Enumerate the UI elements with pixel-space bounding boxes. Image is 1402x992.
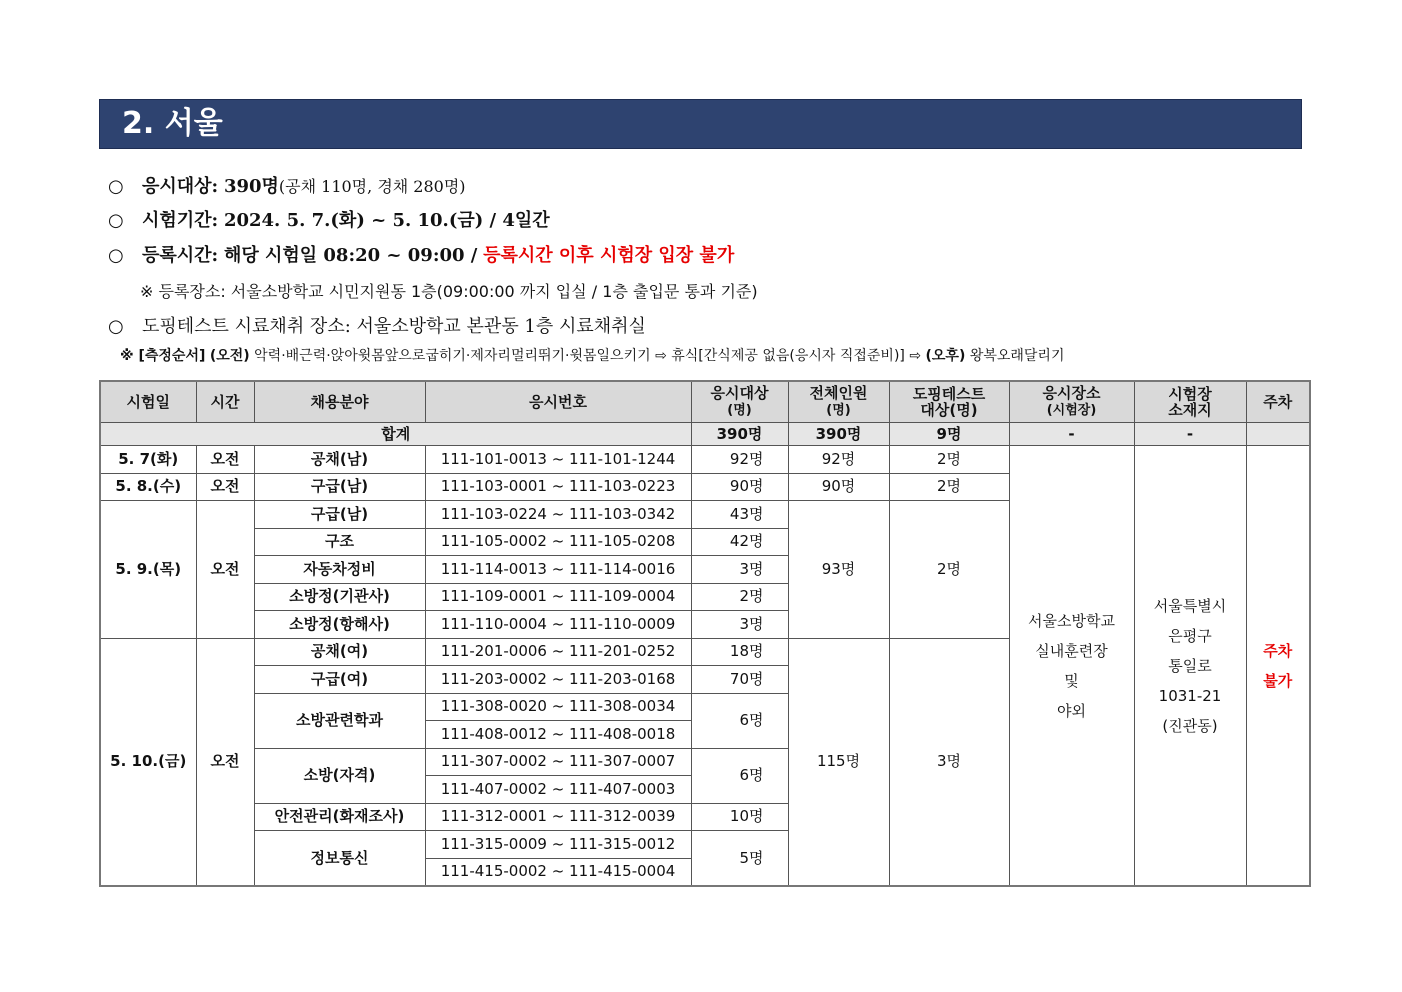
total-label: 합계 (100, 423, 691, 446)
header-doping (889, 381, 1009, 423)
exam-number-range: 111-407-0002 ~ 111-407-0003 (425, 776, 691, 804)
total-doping: 9명 (889, 423, 1009, 446)
total-count: 115명 (788, 638, 889, 886)
total-row (100, 423, 1310, 446)
header-target-sub: (명) (727, 403, 752, 418)
bullet-circle: ○ (108, 245, 124, 266)
bullet-circle: ○ (108, 316, 124, 337)
exam-number-range: 111-315-0009 ~ 111-315-0012 (425, 831, 691, 859)
doping-count: 3명 (889, 638, 1009, 886)
info-target (108, 172, 466, 198)
bullet-circle: ○ (108, 176, 124, 197)
exam-number-range: 111-408-0012 ~ 111-408-0018 (425, 721, 691, 749)
exam-number-range: 111-114-0013 ~ 111-114-0016 (425, 556, 691, 584)
exam-number-range: 111-308-0020 ~ 111-308-0034 (425, 693, 691, 721)
target-count: 90명 (691, 473, 788, 501)
recruit-field: 공채(남) (254, 446, 425, 474)
exam-location (1134, 446, 1246, 887)
header-numbers: 응시번호 (425, 381, 691, 423)
exam-number-range: 111-415-0002 ~ 111-415-0004 (425, 858, 691, 886)
exam-number-range: 111-103-0224 ~ 111-103-0342 (425, 501, 691, 529)
header-location (1134, 381, 1246, 423)
exam-location-line: 통일로 (1168, 656, 1212, 675)
header-target-main: 응시대상 (710, 384, 769, 402)
table-row (100, 446, 1310, 474)
exam-date: 5. 7(화) (100, 446, 196, 474)
exam-number-range: 111-109-0001 ~ 111-109-0004 (425, 583, 691, 611)
exam-site-line: 및 (1064, 671, 1079, 690)
target-count: 42명 (691, 528, 788, 556)
target-value: 390명 (223, 176, 279, 197)
order-prefix: ※ [측정순서] (120, 348, 206, 364)
exam-number-range: 111-105-0002 ~ 111-105-0208 (425, 528, 691, 556)
exam-location-line: 1031-21 (1158, 686, 1222, 705)
schedule-table (99, 380, 1311, 887)
header-site (1009, 381, 1134, 423)
header-total-main: 전체인원 (809, 384, 868, 402)
target-count: 43명 (691, 501, 788, 529)
target-count: 3명 (691, 556, 788, 584)
recruit-field: 구급(남) (254, 501, 425, 529)
target-count: 92명 (691, 446, 788, 474)
header-parking: 주차 (1246, 381, 1310, 423)
register-place: ※ 등록장소: 서울소방학교 시민지원동 1층(09:00:00 까지 입실 / 1층 출입문 통과 기준) (140, 282, 758, 301)
parking-status-line: 불가 (1263, 671, 1293, 690)
exam-number-range: 111-203-0002 ~ 111-203-0168 (425, 666, 691, 694)
exam-site-line: 야외 (1057, 701, 1086, 720)
exam-date: 5. 8.(수) (100, 473, 196, 501)
target-count: 2명 (691, 583, 788, 611)
total-parking (1246, 423, 1310, 446)
target-count: 10명 (691, 803, 788, 831)
header-target (691, 381, 788, 423)
register-warning: 등록시간 이후 시험장 입장 불가 (483, 245, 735, 266)
info-register (108, 241, 734, 267)
exam-number-range: 111-110-0004 ~ 111-110-0009 (425, 611, 691, 639)
order-am-label: (오전) (209, 348, 250, 364)
order-am-text: 악력·배근력·앉아윗몸앞으로굽히기·제자리멀리뛰기·윗몸일으키기 ⇨ 휴식[간식제공 없음(응시자 직접준비)] ⇨ (254, 348, 922, 364)
doping-text: 도핑테스트 시료채취 장소: 서울소방학교 본관동 1층 시료채취실 (142, 316, 646, 337)
exam-location-line: 서울특별시 (1153, 596, 1227, 615)
order-pm-label: (오후) (925, 348, 966, 364)
period-label: 시험기간: (142, 210, 219, 231)
bullet-circle: ○ (108, 210, 124, 231)
header-time: 시간 (196, 381, 254, 423)
recruit-field: 소방정(항해사) (254, 611, 425, 639)
recruit-field: 구급(여) (254, 666, 425, 694)
recruit-field: 구조 (254, 528, 425, 556)
total-count: 90명 (788, 473, 889, 501)
recruit-field: 소방정(기관사) (254, 583, 425, 611)
total-total: 390명 (788, 423, 889, 446)
header-row (100, 381, 1310, 423)
exam-time: 오전 (196, 446, 254, 474)
exam-site (1009, 446, 1134, 887)
exam-number-range: 111-103-0001 ~ 111-103-0223 (425, 473, 691, 501)
recruit-field: 소방(자격) (254, 748, 425, 803)
doping-count: 2명 (889, 446, 1009, 474)
header-doping-sub: 대상(명) (920, 401, 978, 419)
register-label: 등록시간: (142, 245, 219, 266)
header-site-main: 응시장소 (1042, 384, 1101, 402)
target-count: 70명 (691, 666, 788, 694)
target-count: 6명 (691, 748, 788, 803)
target-detail: (공채 110명, 경채 280명) (278, 177, 466, 196)
exam-location-line: 은평구 (1168, 626, 1212, 645)
recruit-field: 정보통신 (254, 831, 425, 887)
order-pm-text: 왕복오래달리기 (969, 348, 1065, 364)
recruit-field: 안전관리(화재조사) (254, 803, 425, 831)
total-target: 390명 (691, 423, 788, 446)
target-label: 응시대상: (142, 176, 219, 197)
exam-number-range: 111-201-0006 ~ 111-201-0252 (425, 638, 691, 666)
exam-location-line: (진관동) (1162, 716, 1218, 735)
parking-status (1246, 446, 1310, 887)
header-total-sub: (명) (826, 403, 851, 418)
exam-number-range: 111-312-0001 ~ 111-312-0039 (425, 803, 691, 831)
header-doping-main: 도핑테스트 (912, 385, 986, 403)
total-count: 93명 (788, 501, 889, 639)
exam-time: 오전 (196, 638, 254, 886)
header-date: 시험일 (100, 381, 196, 423)
doping-count: 2명 (889, 473, 1009, 501)
total-count: 92명 (788, 446, 889, 474)
header-total (788, 381, 889, 423)
measure-order (120, 345, 1064, 365)
header-field: 채용분야 (254, 381, 425, 423)
exam-number-range: 111-307-0002 ~ 111-307-0007 (425, 748, 691, 776)
target-count: 18명 (691, 638, 788, 666)
exam-time: 오전 (196, 473, 254, 501)
total-site: - (1009, 423, 1134, 446)
header-location-main: 시험장 (1168, 385, 1212, 403)
section-title: 2. 서울 (99, 99, 1302, 149)
exam-time: 오전 (196, 501, 254, 639)
exam-site-line: 서울소방학교 (1028, 611, 1115, 630)
exam-date: 5. 9.(목) (100, 501, 196, 639)
target-count: 5명 (691, 831, 788, 887)
target-count: 3명 (691, 611, 788, 639)
parking-status-line: 주차 (1263, 641, 1293, 660)
header-location-sub: 소재지 (1168, 401, 1212, 419)
exam-site-line: 실내훈련장 (1035, 641, 1108, 660)
exam-date: 5. 10.(금) (100, 638, 196, 886)
recruit-field: 소방관련학과 (254, 693, 425, 748)
doping-count: 2명 (889, 501, 1009, 639)
header-site-sub: (시험장) (1046, 403, 1097, 418)
info-doping (108, 312, 646, 338)
register-value: 해당 시험일 08:20 ~ 09:00 / (223, 245, 478, 266)
period-value: 2024. 5. 7.(화) ~ 5. 10.(금) / 4일간 (223, 210, 550, 231)
target-count: 6명 (691, 693, 788, 748)
recruit-field: 구급(남) (254, 473, 425, 501)
info-period (108, 206, 550, 232)
recruit-field: 공채(여) (254, 638, 425, 666)
exam-number-range: 111-101-0013 ~ 111-101-1244 (425, 446, 691, 474)
recruit-field: 자동차정비 (254, 556, 425, 584)
total-location: - (1134, 423, 1246, 446)
